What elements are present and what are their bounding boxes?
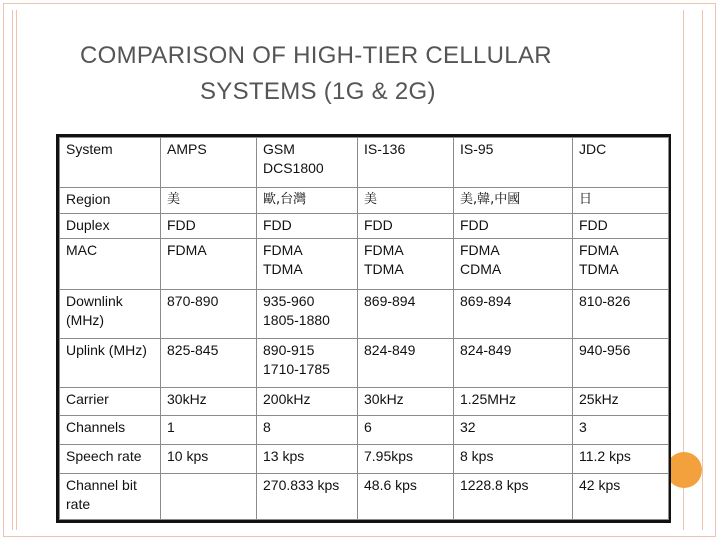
slide-title — [80, 38, 640, 110]
cell-text: 270.833 kps — [263, 477, 340, 494]
cell-text: 美,韓,中國 — [460, 191, 521, 207]
cell-text: 42 kps — [579, 477, 621, 494]
table-cell — [161, 289, 257, 338]
table-row-speech-rate — [60, 444, 669, 473]
table-row-channels — [60, 415, 669, 444]
cell-text: FDMA — [364, 241, 404, 258]
cell-text: 8 kps — [460, 447, 494, 464]
cell-text: 935-960 — [263, 292, 315, 309]
table-cell — [454, 387, 573, 415]
cell-text: 940-956 — [579, 341, 631, 358]
cell-text: rate — [66, 496, 91, 513]
cell-text: IS-95 — [460, 141, 494, 157]
table-cell — [573, 338, 669, 387]
cell-text: 1 — [167, 418, 175, 435]
header-cell — [454, 138, 573, 188]
cell-text: System — [66, 141, 113, 157]
cell-text: Duplex — [66, 216, 110, 233]
row-label-cell — [60, 387, 161, 415]
table-header-row — [60, 138, 669, 188]
row-label-cell — [60, 474, 161, 520]
cell-text: FDD — [167, 216, 196, 233]
table-cell — [573, 444, 669, 473]
cell-text: 1710-1785 — [263, 360, 330, 377]
cell-text: TDMA — [263, 260, 303, 277]
cell-text: FDD — [579, 216, 608, 233]
cell-text: 824-849 — [460, 341, 512, 358]
cell-text: FDMA — [263, 241, 303, 258]
table-cell — [358, 289, 454, 338]
table-cell — [358, 474, 454, 520]
table-cell — [454, 187, 573, 213]
row-label-cell — [60, 213, 161, 238]
table-cell — [358, 338, 454, 387]
table-row-downlink — [60, 289, 669, 338]
cell-text: Region — [66, 190, 111, 207]
table-cell — [161, 238, 257, 289]
table-cell — [358, 415, 454, 444]
cell-text: Speech rate — [66, 447, 142, 464]
table-cell — [573, 213, 669, 238]
row-label-cell — [60, 415, 161, 444]
table-cell — [161, 474, 257, 520]
cell-text: FDMA — [579, 241, 619, 258]
table-row-region — [60, 187, 669, 213]
cell-text: 13 kps — [263, 447, 305, 464]
cell-text: Carrier — [66, 390, 109, 407]
table-row-uplink — [60, 338, 669, 387]
cell-text: (MHz) — [66, 311, 105, 328]
cell-text: AMPS — [167, 141, 207, 157]
cell-text: 32 — [460, 418, 476, 435]
cell-text: 8 — [263, 418, 271, 435]
table-cell — [454, 444, 573, 473]
cell-text: 6 — [364, 418, 372, 435]
comparison-table — [59, 137, 669, 520]
cell-text: MAC — [66, 241, 98, 258]
table-cell — [454, 238, 573, 289]
table-cell — [358, 187, 454, 213]
title-line-1: COMPARISON OF HIGH-TIER CELLULAR — [80, 42, 552, 69]
table-cell — [257, 289, 358, 338]
table-cell — [161, 213, 257, 238]
cell-text: Channels — [66, 418, 126, 435]
cell-text: JDC — [579, 141, 607, 157]
table-cell — [573, 387, 669, 415]
row-label-cell — [60, 238, 161, 289]
cell-text: FDD — [263, 216, 292, 233]
comparison-table-frame — [56, 134, 671, 523]
cell-text: 1.25MHz — [460, 390, 517, 407]
table-cell — [358, 238, 454, 289]
cell-text: CDMA — [460, 260, 502, 277]
cell-text: 30kHz — [364, 390, 404, 407]
table-cell — [573, 289, 669, 338]
cell-text: 810-826 — [579, 292, 631, 309]
cell-text: 825-845 — [167, 341, 219, 358]
cell-text: GSM — [263, 141, 295, 157]
table-cell — [573, 238, 669, 289]
cell-text: Uplink (MHz) — [66, 341, 147, 358]
table-cell — [573, 187, 669, 213]
cell-text: 869-894 — [460, 292, 512, 309]
cell-text: 3 — [579, 418, 587, 435]
cell-text: 1805-1880 — [263, 311, 330, 328]
table-cell — [257, 338, 358, 387]
accent-circle — [666, 452, 702, 488]
table-row-duplex — [60, 213, 669, 238]
cell-text: 30kHz — [167, 390, 207, 407]
table-cell — [454, 213, 573, 238]
table-row-carrier — [60, 387, 669, 415]
table-cell — [454, 415, 573, 444]
cell-text: 48.6 kps — [364, 477, 417, 494]
title-line-2: SYSTEMS (1G & 2G) — [200, 78, 436, 105]
table-cell — [161, 187, 257, 213]
row-label-cell — [60, 289, 161, 338]
header-cell — [257, 138, 358, 188]
row-label-cell — [60, 338, 161, 387]
table-cell — [257, 474, 358, 520]
cell-text: 869-894 — [364, 292, 416, 309]
cell-text: 890-915 — [263, 341, 315, 358]
header-cell — [573, 138, 669, 188]
cell-text: 美 — [364, 191, 378, 207]
table-cell — [257, 187, 358, 213]
cell-text: 美 — [167, 191, 181, 207]
table-cell — [573, 415, 669, 444]
table-cell — [358, 444, 454, 473]
cell-text: FDD — [364, 216, 393, 233]
table-cell — [257, 213, 358, 238]
header-cell — [60, 138, 161, 188]
cell-text: 歐,台灣 — [263, 191, 307, 207]
table-cell — [161, 415, 257, 444]
header-cell — [161, 138, 257, 188]
cell-text: FDD — [460, 216, 489, 233]
table-cell — [454, 338, 573, 387]
cell-text: 824-849 — [364, 341, 416, 358]
table-cell — [161, 338, 257, 387]
cell-text: TDMA — [579, 260, 619, 277]
cell-text: Channel bit — [66, 477, 137, 494]
table-cell — [358, 213, 454, 238]
row-label-cell — [60, 187, 161, 213]
row-label-cell — [60, 444, 161, 473]
table-cell — [161, 444, 257, 473]
cell-text: TDMA — [364, 260, 404, 277]
cell-text: 1228.8 kps — [460, 477, 529, 494]
left-decor-strip — [12, 10, 17, 530]
table-cell — [257, 238, 358, 289]
cell-text: IS-136 — [364, 141, 406, 157]
table-cell — [454, 289, 573, 338]
cell-text: 10 kps — [167, 447, 209, 464]
cell-text: 25kHz — [579, 390, 619, 407]
header-cell — [358, 138, 454, 188]
cell-text: 7.95kps — [364, 447, 414, 464]
cell-text: DCS1800 — [263, 160, 324, 176]
cell-text: 870-890 — [167, 292, 219, 309]
table-cell — [161, 387, 257, 415]
cell-text: FDMA — [167, 241, 207, 258]
cell-text: FDMA — [460, 241, 500, 258]
table-cell — [358, 387, 454, 415]
table-row-channel-bit-rate — [60, 474, 669, 520]
cell-text: 200kHz — [263, 390, 311, 407]
table-cell — [257, 387, 358, 415]
table-cell — [573, 474, 669, 520]
cell-text: Downlink — [66, 292, 123, 309]
table-row-mac — [60, 238, 669, 289]
table-cell — [257, 444, 358, 473]
table-cell — [454, 474, 573, 520]
cell-text: 11.2 kps — [579, 447, 631, 464]
cell-text: 日 — [579, 191, 593, 207]
table-cell — [257, 415, 358, 444]
